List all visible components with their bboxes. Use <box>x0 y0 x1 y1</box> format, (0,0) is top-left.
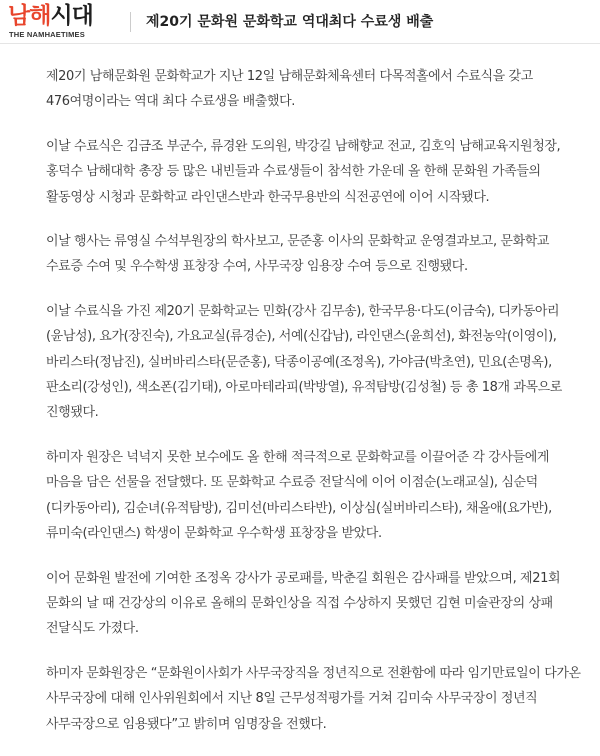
logo-wordmark <box>8 3 93 29</box>
article-paragraph: 이날 수료식은 김금조 부군수, 류경완 도의원, 박강길 남해향교 전교, 김호익 남해교육지원청장, 홍덕수 남해대학 총장 등 많은 내빈들과 수료생들이 참석한 가운데 올 한해 문화원 가족들의 활동영상 시청과 문화학교 라인댄스반과 한국무용반의 식전공연에 이어 시작됐다. <box>46 138 561 205</box>
article-headline: 제20기 문화원 문화학교 역대최다 수료생 배출 <box>146 14 434 30</box>
article-paragraph: 이날 행사는 류영실 수석부원장의 학사보고, 문준홍 이사의 문화학교 운영결과보고, 문화학교 수료증 수여 및 우수학생 표창장 수여, 사무국장 임용장 수여 등으로 진행됐다. <box>46 234 550 275</box>
article-body <box>46 64 586 756</box>
article-paragraph: 하미자 원장은 넉넉지 못한 보수에도 올 한해 적극적으로 문화학교를 이끌어준 각 강사들에게 마음을 담은 선물을 전달했다. 또 문화학교 수료증 전달식에 이어 이점순(노래교실), 심순덕(디카동아리), 김순녀(유적탐방), 김미선(바리스타반), 이상심(실버바리스타), 채올애(요가반), 류미숙(라인댄스) 학생이 문화학교 우수학생 표창장을 받았다. <box>46 449 552 542</box>
article-paragraph: 이날 수료식을 가진 제20기 문화학교는 민화(강사 김무송), 한국무용·다도(이금숙), 디카동아리(윤남성), 요가(장진숙), 가요교실(류경순), 서예(신갑남), 라인댄스(윤희선), 화전농악(이영이), 바리스타(정남진), 실버바리스타(문준홍), 닥종이공예(조정옥), 가야금(박초연), 민요(손명옥), 판소리(강성인), 색소폰(김기태), 아로마테라피(박방열), 유적탐방(김성철) 등 총 18개 과목으로 진행됐다. <box>46 303 562 421</box>
article-paragraph: 제20기 남해문화원 문화학교가 지난 12일 남해문화체육센터 다목적홀에서 수료식을 갖고 476여명이라는 역대 최다 수료생을 배출했다. <box>46 69 533 110</box>
article-paragraph: 하미자 문화원장은 “문화원이사회가 사무국장직을 정년직으로 전환함에 따라 임기만료일이 다가온 사무국장에 대해 인사위원회에서 지난 8일 근무성적평가를 거쳐 김미숙 사무국장이 정년직 사무국장으로 임용됐다”고 밝히며 임명장을 전했다. <box>46 665 581 732</box>
article-paragraph: 이어 문화원 발전에 기여한 조정옥 강사가 공로패를, 박춘길 회원은 감사패를 받았으며, 제21회 문화의 날 때 건강상의 이유로 올해의 문화인상을 직접 수상하지 못했던 김현 미술관장의 상패 전달식도 가졌다. <box>46 570 561 637</box>
header-divider <box>130 12 131 32</box>
logo-accent: 남해 <box>8 3 51 29</box>
logo-rest: 시대 <box>50 3 93 29</box>
namhaetimes-logo[interactable] <box>8 3 118 40</box>
site-header <box>0 0 600 44</box>
logo-subtitle: THE NAMHAETIMES <box>9 30 85 39</box>
